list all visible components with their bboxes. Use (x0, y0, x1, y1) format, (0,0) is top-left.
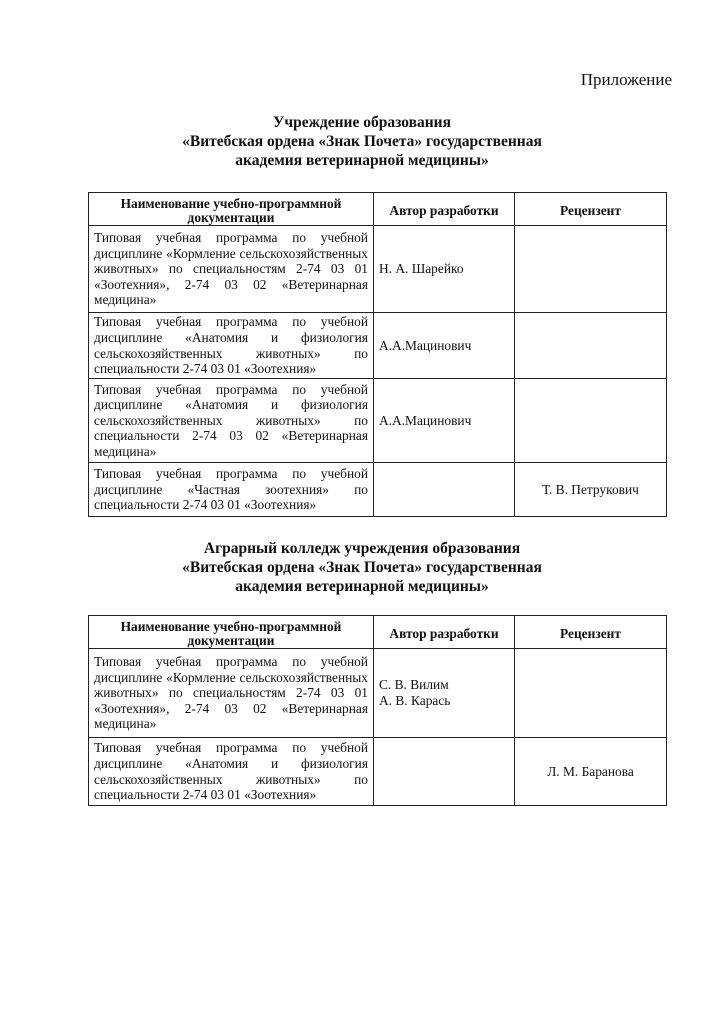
row-description: Типовая учебная программа по учебной дисциплине «Кормление сельскохозяйственных животных» по специальностям 2-74 03 01 «Зоотехния», 2-74 03 02 «Ветеринарная медицина» (89, 226, 374, 313)
author-name: С. В. Вилим (379, 677, 449, 693)
section1-title-line: академия ветеринарной медицины» (235, 152, 489, 169)
row-reviewer: Т. В. Петрукович (515, 463, 667, 517)
table-row (89, 379, 667, 463)
row-reviewer (515, 313, 667, 379)
column-header-reviewer: Рецензент (515, 616, 667, 649)
section2-title (0, 539, 724, 596)
section1-title (0, 113, 724, 170)
column-header-name: Наименование учебно-программной документации (89, 193, 374, 226)
column-header-author: Автор разработки (374, 616, 515, 649)
row-author (374, 463, 515, 517)
row-author (374, 649, 515, 738)
row-author: А.А.Мацинович (374, 379, 515, 463)
row-reviewer (515, 649, 667, 738)
table-header-row (89, 193, 667, 226)
section1-title-line: «Витебская ордена «Знак Почета» государственная (182, 133, 542, 150)
column-header-name: Наименование учебно-программной документации (89, 616, 374, 649)
column-header-reviewer: Рецензент (515, 193, 667, 226)
row-description: Типовая учебная программа по учебной дисциплине «Анатомия и физиология сельскохозяйственных животных» по специальности 2-74 03 01 «Зоотехния» (89, 738, 374, 806)
table-row (89, 738, 667, 806)
row-reviewer: Л. М. Баранова (515, 738, 667, 806)
section1-title-line: Учреждение образования (273, 114, 451, 131)
section1-table (88, 192, 667, 517)
row-reviewer (515, 379, 667, 463)
row-author (374, 738, 515, 806)
row-author: Н. А. Шарейко (374, 226, 515, 313)
table-header-row (89, 616, 667, 649)
row-description: Типовая учебная программа по учебной дисциплине «Анатомия и физиология сельскохозяйственных животных» по специальности 2-74 03 01 «Зоотехния» (89, 313, 374, 379)
section2-table (88, 615, 667, 806)
appendix-label: Приложение (580, 70, 672, 89)
row-description: Типовая учебная программа по учебной дисциплине «Анатомия и физиология сельскохозяйственных животных» по специальности 2-74 03 02 «Ветеринарная медицина» (89, 379, 374, 463)
row-description: Типовая учебная программа по учебной дисциплине «Частная зоотехния» по специальности 2-74 03 01 «Зоотехния» (89, 463, 374, 517)
row-reviewer (515, 226, 667, 313)
section2-title-line: «Витебская ордена «Знак Почета» государственная (182, 559, 542, 576)
row-description: Типовая учебная программа по учебной дисциплине «Кормление сельскохозяйственных животных» по специальностям 2-74 03 01 «Зоотехния», 2-74 03 02 «Ветеринарная медицина» (89, 649, 374, 738)
table-row (89, 226, 667, 313)
author-name: А. В. Карась (379, 693, 451, 708)
column-header-author: Автор разработки (374, 193, 515, 226)
table-row (89, 649, 667, 738)
section2-title-line: Аграрный колледж учреждения образования (203, 540, 521, 557)
row-author: А.А.Мацинович (374, 313, 515, 379)
table-row (89, 313, 667, 379)
section2-title-line: академия ветеринарной медицины» (235, 578, 489, 595)
table-row (89, 463, 667, 517)
